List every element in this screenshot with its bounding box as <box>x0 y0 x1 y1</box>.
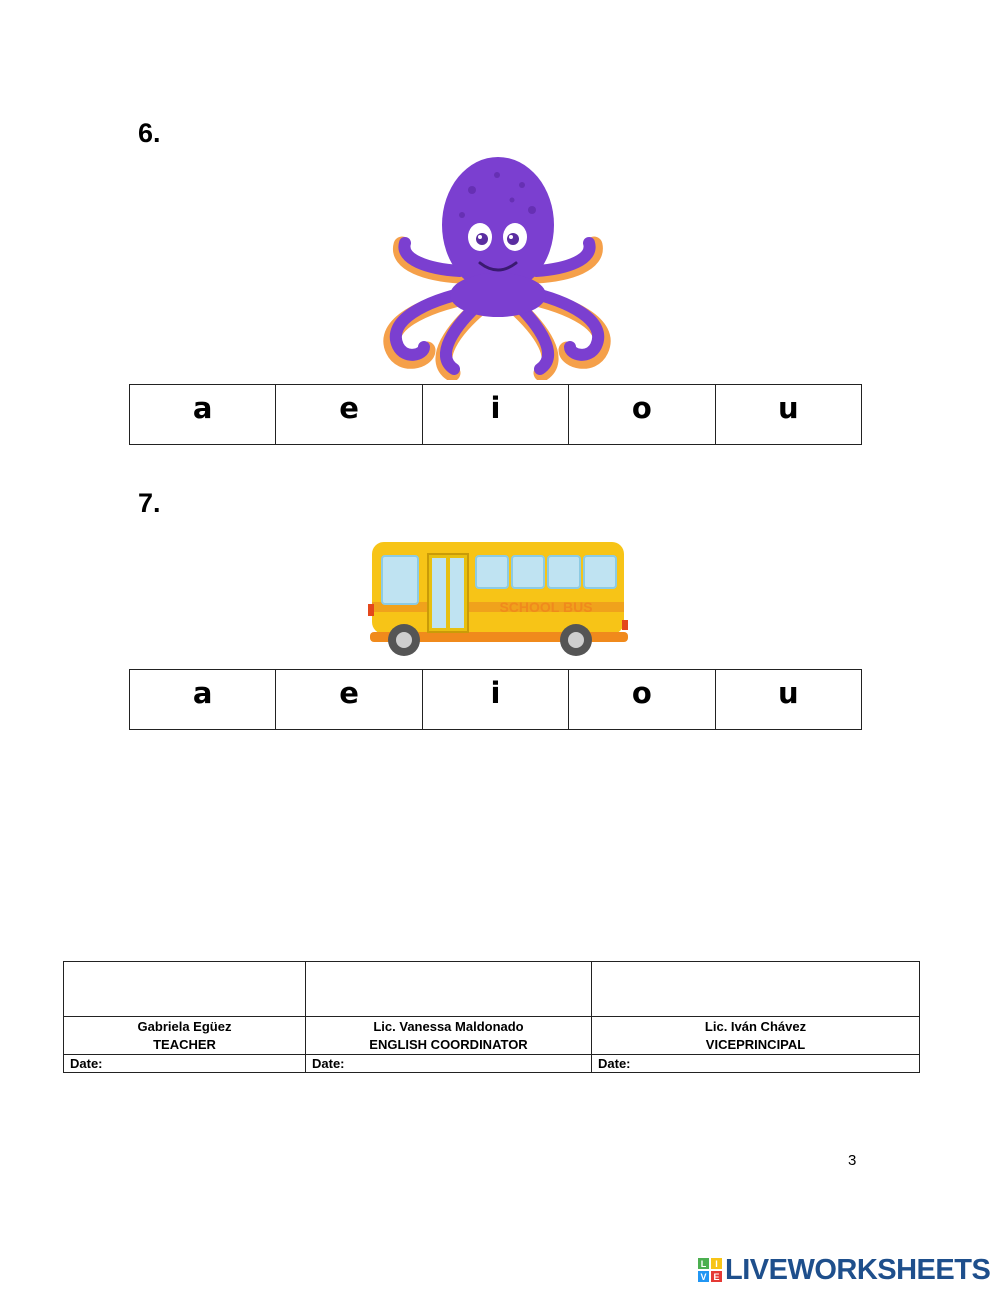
signatory-role: ENGLISH COORDINATOR <box>369 1037 528 1052</box>
question-number-7: 7. <box>138 488 161 518</box>
svg-text:I: I <box>715 1259 718 1269</box>
vowel-options-6 <box>129 384 862 445</box>
date-field-viceprincipal: Date: <box>592 1055 920 1073</box>
liveworksheets-logo-icon <box>698 1258 722 1282</box>
vowel-options-7 <box>129 669 862 730</box>
vowel-option-i[interactable]: i <box>422 670 568 730</box>
bus-side-text: SCHOOL BUS <box>499 599 593 615</box>
octopus-illustration <box>372 155 624 380</box>
vowel-option-o[interactable]: o <box>569 385 715 445</box>
signature-space-viceprincipal <box>592 962 920 1017</box>
brand-name: LIVEWORKSHEETS <box>725 1253 991 1286</box>
signatory-name: Lic. Iván Chávez <box>704 1019 807 1034</box>
liveworksheets-brand[interactable] <box>698 1254 990 1286</box>
signatory-name: Gabriela Egüez <box>137 1019 232 1034</box>
vowel-option-e[interactable]: e <box>276 385 422 445</box>
vowel-option-u[interactable]: u <box>715 385 861 445</box>
date-field-teacher: Date: <box>64 1055 306 1073</box>
signatory-viceprincipal <box>592 1017 920 1055</box>
vowel-option-u[interactable]: u <box>715 670 861 730</box>
vowel-option-a[interactable]: a <box>130 385 276 445</box>
svg-text:L: L <box>700 1259 707 1269</box>
date-field-coordinator: Date: <box>306 1055 592 1073</box>
page-number: 3 <box>848 1152 857 1169</box>
svg-text:V: V <box>700 1272 707 1282</box>
signatory-coordinator <box>306 1017 592 1055</box>
signature-space-teacher <box>64 962 306 1017</box>
signatory-role: VICEPRINCIPAL <box>705 1037 806 1052</box>
signatory-teacher <box>64 1017 306 1055</box>
vowel-option-o[interactable]: o <box>569 670 715 730</box>
svg-text:E: E <box>713 1272 720 1282</box>
signature-table <box>63 961 920 1073</box>
signatory-role: TEACHER <box>153 1037 216 1052</box>
signature-space-coordinator <box>306 962 592 1017</box>
vowel-option-e[interactable]: e <box>276 670 422 730</box>
question-number-6: 6. <box>138 118 161 148</box>
vowel-option-i[interactable]: i <box>422 385 568 445</box>
school-bus-illustration <box>368 540 630 658</box>
vowel-option-a[interactable]: a <box>130 670 276 730</box>
signatory-name: Lic. Vanessa Maldonado <box>373 1019 524 1034</box>
